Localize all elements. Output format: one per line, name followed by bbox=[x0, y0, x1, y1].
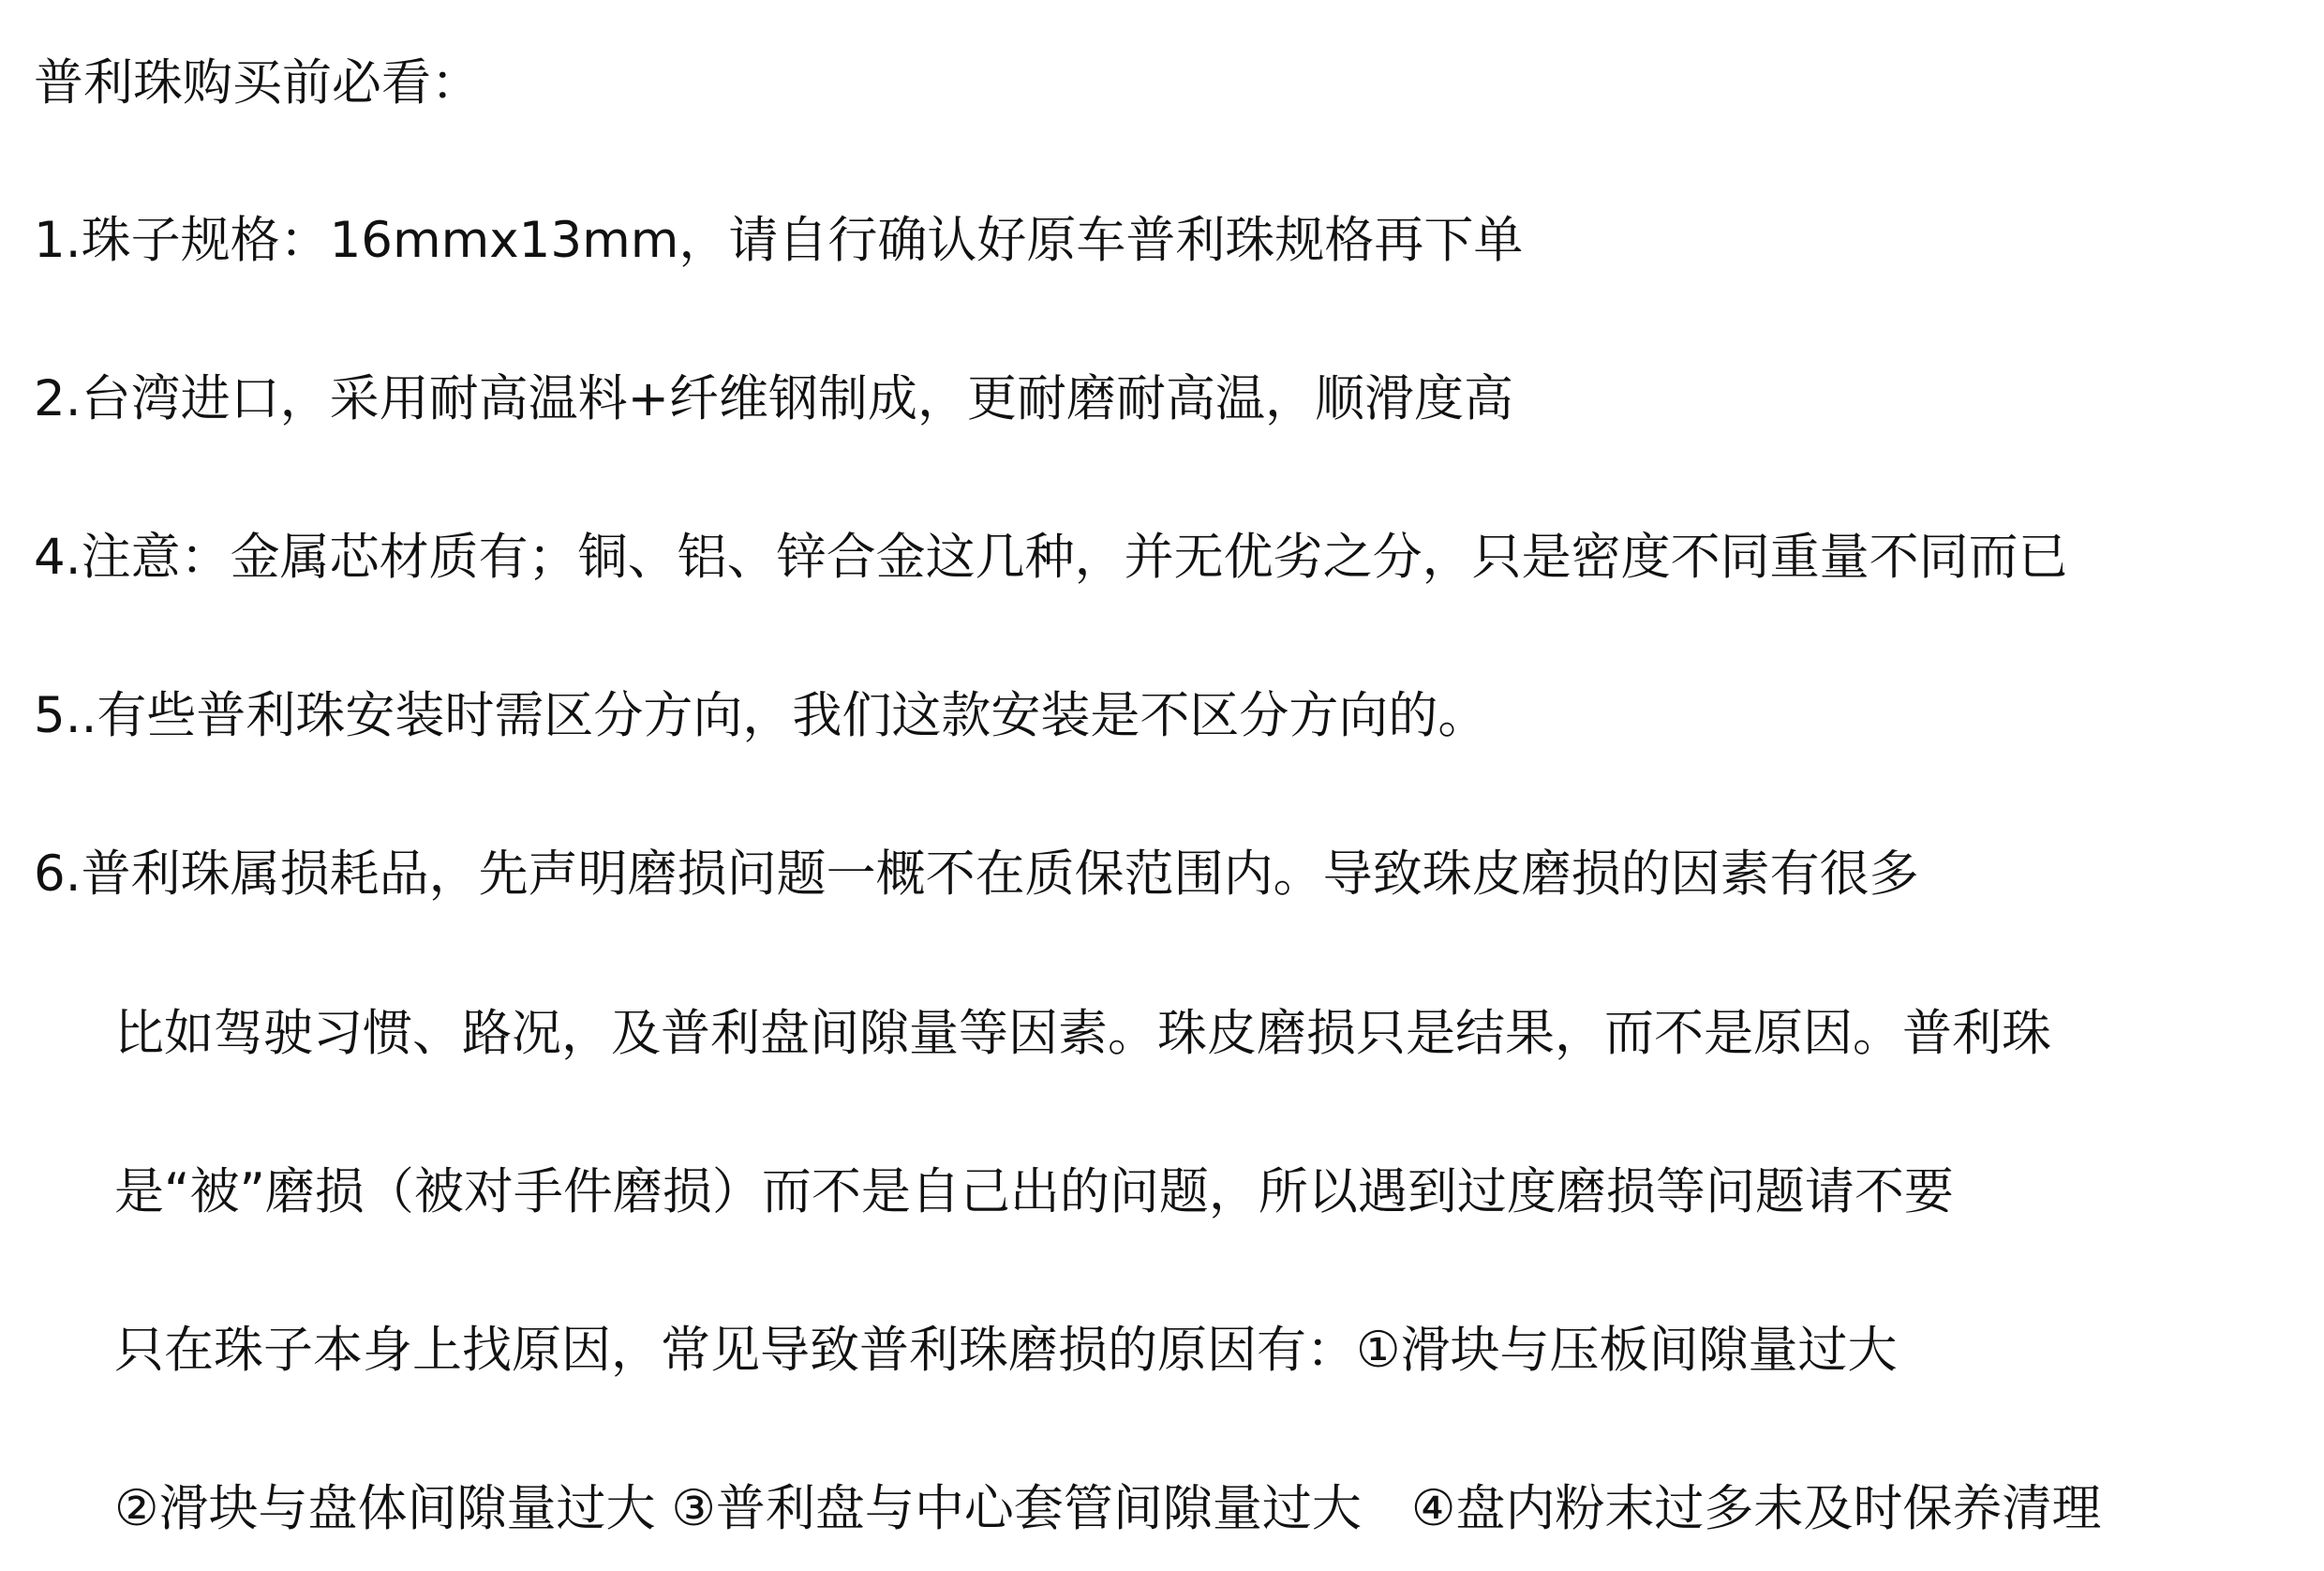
notice-item-wear-continued-4: ②滑块与盘体间隙量过大 ③普利盘与中心套管间隙量过大 ④盘内粉末过多未及时保养清理 bbox=[114, 1480, 2102, 1537]
notice-item-wear-continued-3: 只在珠子本身上找原因，常见导致普利珠磨损的原因有：①滑块与压板间隙量过大 bbox=[114, 1322, 1898, 1379]
notice-item-material: 2.台湾进口，采用耐高温料+纤维钢制成，更耐磨耐高温，顺滑度高 bbox=[34, 370, 1513, 427]
notice-item-wear: 6.普利珠属损耗品，先声明磨损问题一概不在质保范围内。导致珠皮磨损的因素有很多 bbox=[34, 845, 1919, 903]
notice-title: 普利珠购买前必看： bbox=[34, 54, 481, 112]
notice-item-spec: 1.珠子规格：16mmx13mm，请自行确认好原车普利珠规格再下单 bbox=[34, 212, 1524, 269]
notice-item-direction: 5..有些普利珠安装时需区分方向，我们这款安装是不区分方向的。 bbox=[34, 687, 1488, 744]
notice-item-core-metal: 4.注意：金属芯材质有；铜、铝、锌合金这几种，并无优劣之分，只是密度不同重量不同而已 bbox=[34, 529, 2068, 586]
notice-item-wear-continued-1: 比如驾驶习惯、路况，及普利盘间隙量等因素。珠皮磨损只是结果，而不是原因。普利珠 bbox=[114, 1005, 2051, 1062]
notice-item-wear-continued-2: 是“被”磨损（被对手件磨损）而不是自己出的问题，所以遇到过度磨损等问题请不要 bbox=[114, 1163, 1954, 1220]
